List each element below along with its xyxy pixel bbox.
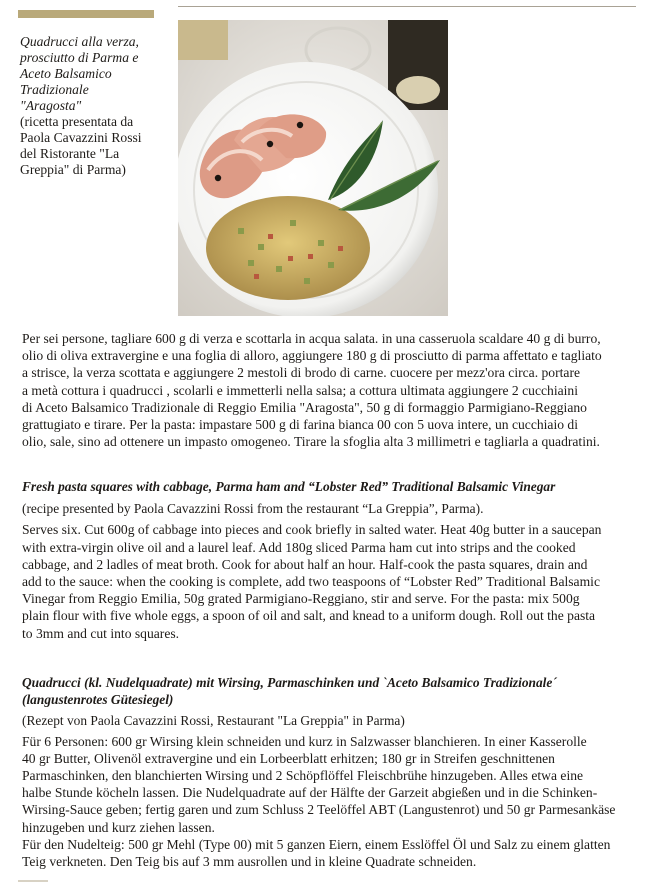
german-line: Wirsing-Sauce geben; fertig garen und zum Schluss 2 Teelöffel ABT (Langustenrot) und 50 gr Parmesankäse (22, 802, 616, 818)
german-line: Parmaschinken, den blanchierten Wirsing und 2 Schöpflöffel Fleischbrühe hinzugeben. Alles etwa eine (22, 768, 584, 784)
caption-title-line: Quadrucci alla verza, (20, 34, 139, 49)
german-line: halbe Stunde köcheln lassen. Die Nudelquadrate auf der Hälfte der Garzeit abgießen und in die Schinken- (22, 785, 598, 801)
italian-line: grattugiato e tirare. Per la pasta: impastare 500 g di farina bianca 00 con 5 uova intere, un cucchiaio di (22, 417, 579, 433)
english-credit: (recipe presented by Paola Cavazzini Rossi from the restaurant “La Greppia”, Parma). (22, 501, 484, 517)
decorative-tan-bar (18, 10, 154, 18)
italian-line: a metà cottura i quadrucci , scolarli e immetterli nella salsa; a cottura ultimata aggiungere 2 cucchiaini (22, 382, 578, 398)
italian-line: olio di oliva extravergine e una foglia di alloro, aggiungere 180 g di prosciutto di parma affettato e tagliato (22, 348, 602, 364)
german-heading: (langustenrotes Gütesiegel) (22, 692, 174, 708)
english-line: cabbage, and 2 ladles of meat broth. Cook for about half an hour. Half-cook the pasta squares, drain and (22, 556, 588, 572)
caption-credit-line: del Ristorante "La (20, 146, 120, 161)
english-line: add to the sauce: when the cooking is complete, add two teaspoons of “Lobster Red” Traditional Balsamic (22, 574, 600, 590)
caption-title-line: Aceto Balsamico (20, 66, 112, 81)
german-credit: (Rezept von Paola Cavazzini Rossi, Restaurant "La Greppia" in Parma) (22, 713, 405, 729)
caption-credit-line: (ricetta presentata da (20, 114, 134, 129)
german-recipe (22, 674, 628, 870)
bottom-mark (18, 880, 48, 882)
caption-title-line: Tradizionale (20, 82, 89, 97)
caption-title-line: prosciutto di Parma e (20, 50, 139, 65)
english-line: Vinegar from Reggio Emilia, 50g grated Parmigiano-Reggiano, stir and serve. For the pasta: mix 500g (22, 591, 580, 607)
caption-credit-line: Paola Cavazzini Rossi (20, 130, 142, 145)
german-line: Für den Nudelteig: 500 gr Mehl (Type 00) mit 5 ganzen Eiern, einem Esslöffel Öl und Salz zu einem glatten (22, 836, 611, 852)
top-rule (178, 6, 636, 7)
german-line: Teig verkneten. Den Teig bis auf 3 mm ausrollen und in kleine Quadrate schneiden. (22, 854, 477, 870)
caption-title-line: "Aragosta" (20, 98, 82, 113)
english-recipe (22, 478, 628, 642)
recipe-caption (20, 34, 170, 178)
italian-line: Per sei persone, tagliare 600 g di verza e scottarla in acqua salata. in una casseruola scaldare 40 g di burro, (22, 331, 601, 346)
caption-credit-line: Greppia" di Parma) (20, 162, 126, 177)
english-line: plain flour with five whole eggs, a spoon of oil and salt, and knead to a uniform dough. Roll out the pasta (22, 608, 596, 624)
english-line: with extra-virgin olive oil and a laurel leaf. Add 180g sliced Parma ham cut into strips and the cooked (22, 539, 576, 555)
german-line: Für 6 Personen: 600 gr Wirsing klein schneiden und kurz in Salzwasser blanchieren. In einer Kasserolle (22, 733, 587, 749)
english-heading: Fresh pasta squares with cabbage, Parma ham and “Lobster Red” Traditional Balsamic Vinegar (22, 479, 556, 494)
english-line: Serves six. Cut 600g of cabbage into pieces and cook briefly in salted water. Heat 40g butter in a saucepan (22, 522, 602, 538)
english-line: to 3mm and cut into squares. (22, 625, 180, 641)
italian-recipe-text (22, 330, 628, 450)
german-line: hinzugeben und kurz ziehen lassen. (22, 819, 215, 835)
plated-pasta-photo (178, 20, 448, 316)
german-heading: Quadrucci (kl. Nudelquadrate) mit Wirsing, Parmaschinken und `Aceto Balsamico Tradizionale´ (22, 675, 557, 690)
italian-line: olio, sale, sino ad ottenere un impasto omogeneo. Tirare la sfoglia alta 3 millimetri e tagliarla a quadratini. (22, 434, 600, 450)
german-line: 40 gr Butter, Olivenöl extravergine und ein Lorbeerblatt erhitzen; 180 gr in Streifen geschnittenen (22, 750, 555, 766)
plated-pasta-photo-icon (178, 20, 448, 316)
italian-line: a strisce, la verza scottata e aggiungere 2 mestoli di brodo di carne. cuocere per mezz'ora circa. portare (22, 365, 581, 381)
italian-line: di Aceto Balsamico Tradizionale di Reggio Emilia "Aragosta", 50 g di formaggio Parmigiano-Reggiano (22, 399, 587, 415)
